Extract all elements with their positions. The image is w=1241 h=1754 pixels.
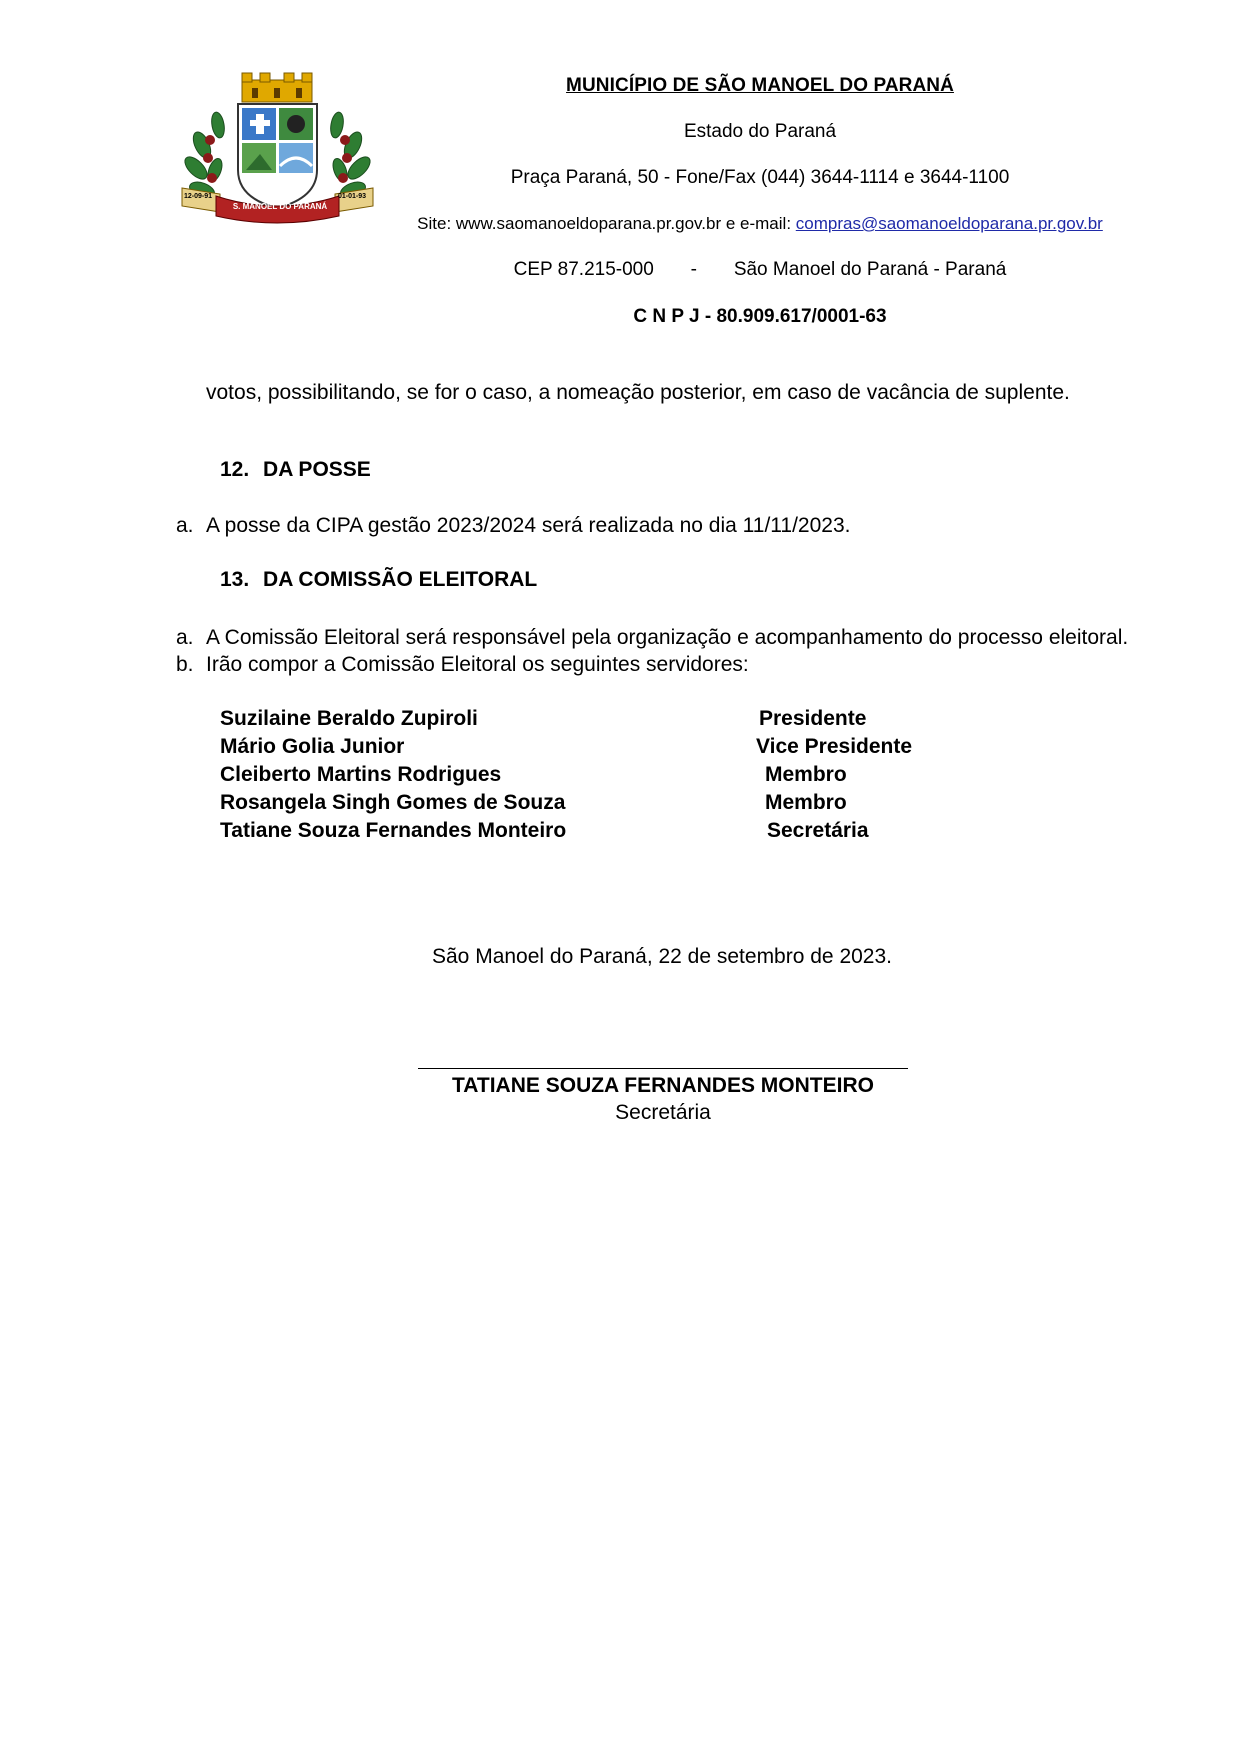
member-name: Cleiberto Martins Rodrigues [220,763,502,786]
signature-line [418,1068,908,1069]
list-marker: b. [176,653,194,676]
cnpj-line: C N P J - 80.909.617/0001-63 [633,306,887,327]
list-marker: a. [176,514,194,537]
cep-text: CEP 87.215-000 [513,259,654,280]
posse-item-text: A posse da CIPA gestão 2023/2024 será realizada no dia 11/11/2023. [206,514,851,537]
commission-item-b-text: Irão compor a Comissão Eleitoral os seguintes servidores: [206,653,749,676]
member-name: Tatiane Souza Fernandes Monteiro [220,819,567,842]
signatory-name: TATIANE SOUZA FERNANDES MONTEIRO [452,1074,874,1097]
member-role: Membro [765,763,847,786]
section-13-title: DA COMISSÃO ELEITORAL [263,568,538,591]
cep-separator: - [690,259,697,280]
section-12-heading [220,458,371,482]
municipal-crest [180,70,375,225]
municipality-title: MUNICÍPIO DE SÃO MANOEL DO PARANÁ [566,75,954,96]
address-line: Praça Paraná, 50 - Fone/Fax (044) 3644-1114 e 3644-1100 [510,167,1010,188]
date-line: São Manoel do Paraná, 22 de setembro de 2023. [432,945,892,968]
section-12-number: 12. [220,458,250,481]
site-text: Site: www.saomanoeldoparana.pr.gov.br e e-mail: [417,214,796,233]
signatory-title: Secretária [615,1101,711,1124]
member-role: Membro [765,791,847,814]
section-12-title: DA POSSE [263,458,371,481]
crest-ribbon-text: S. MANOEL DO PARANÁ [232,202,328,211]
crest-left-date: 12-09-91 [184,193,213,200]
member-role: Presidente [759,707,867,730]
member-name: Rosangela Singh Gomes de Souza [220,791,566,814]
member-role: Secretária [767,819,869,842]
section-13-number: 13. [220,568,250,591]
member-name: Suzilaine Beraldo Zupiroli [220,707,478,730]
section-13-heading [220,568,537,592]
city-state-text: São Manoel do Paraná - Paraná [733,259,1007,280]
member-role: Vice Presidente [756,735,913,758]
cep-line [410,259,1110,281]
email-link[interactable]: compras@saomanoeldoparana.pr.gov.br [795,214,1103,233]
state-name: Estado do Paraná [683,121,837,142]
commission-item-a-text: A Comissão Eleitoral será responsável pela organização e acompanhamento do processo eleitoral. [206,626,1129,649]
continuation-paragraph: votos, possibilitando, se for o caso, a nomeação posterior, em caso de vacância de suplente. [206,381,1070,404]
crest-right-date: 01-01-93 [338,193,367,200]
list-marker: a. [176,626,194,649]
contact-line [410,214,1110,234]
member-name: Mário Golia Junior [220,735,405,758]
